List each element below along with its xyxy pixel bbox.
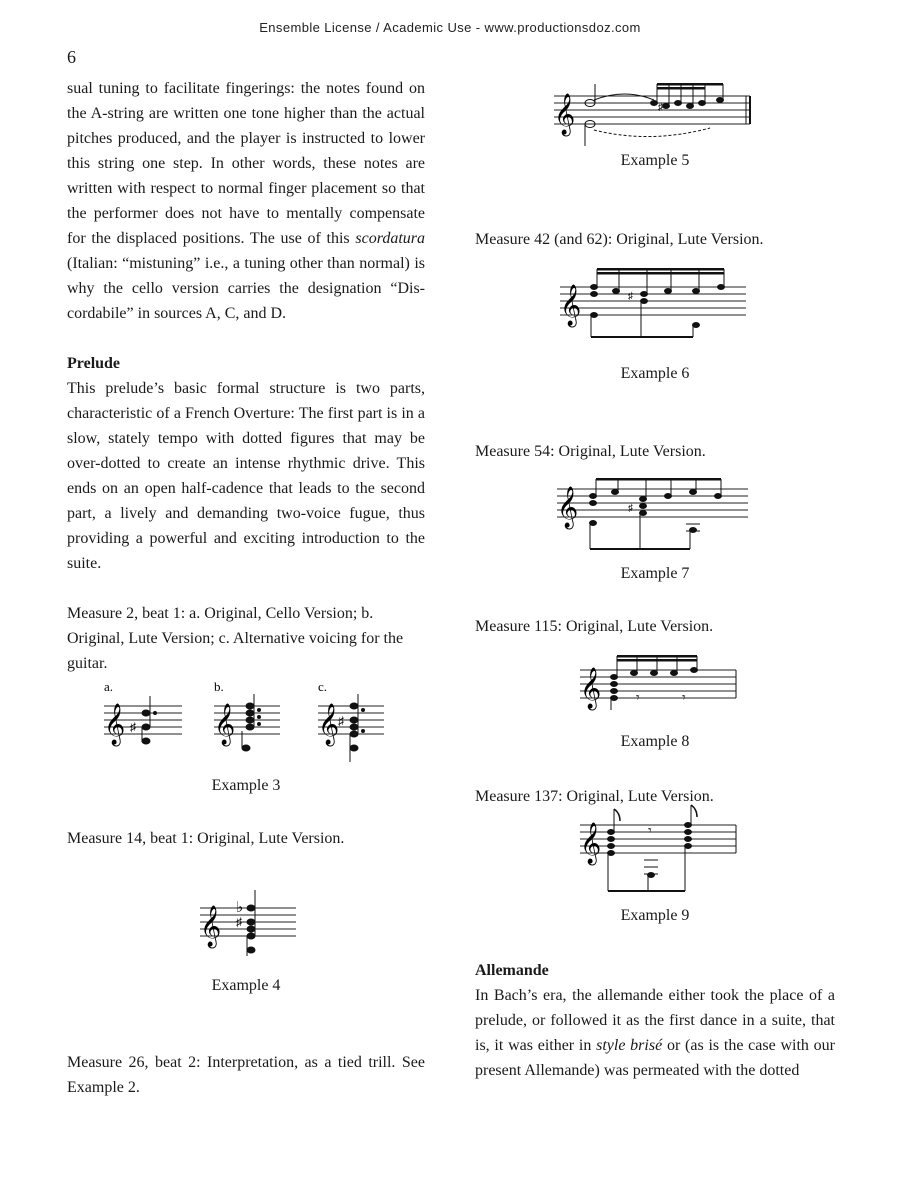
sharp-icon: ♯ <box>658 102 663 113</box>
treble-clef-icon: 𝄞 <box>557 487 579 527</box>
flat-icon: ♭ <box>236 900 244 916</box>
example-5-caption: Example 5 <box>620 152 690 169</box>
page-number: 6 <box>67 47 76 67</box>
treble-clef-icon: 𝄞 <box>554 94 576 134</box>
example-6-caption: Example 6 <box>620 365 690 382</box>
example-7-figure <box>553 475 758 555</box>
example-8-figure <box>576 652 741 714</box>
measure-54-text: Measure 54: Original, Lute Version. <box>475 443 706 460</box>
style-brise-term: style brisé <box>596 1037 663 1054</box>
ex3-label-b: b. <box>214 679 224 694</box>
measure-115-text: Measure 115: Original, Lute Version. <box>475 618 714 635</box>
measure-26-text: Measure 26, beat 2: Interpretation, as a tied trill. See Example 2. <box>67 1054 425 1096</box>
treble-clef-icon: 𝄞 <box>104 704 126 744</box>
prelude-heading: Prelude <box>67 355 121 372</box>
example-9-figure <box>576 803 741 898</box>
scordatura-paragraph: sual tuning to facilitate fingerings: the notes found on the A-string are written one tone higher than the actual pitches produced, and the player is instructed to lower this string one step. In other words, these notes are written with respect to normal finger placement so that the performer does not have to mentally compensate for the displaced positions. The use of this scordatura (Italian: “mistuning” i.e., a tuning other than normal) is why the cello version carries the designation “Dis-cordabile” in sources A, C, and D. <box>67 80 425 322</box>
scordatura-term: scordatura <box>355 230 425 247</box>
treble-clef-icon: 𝄞 <box>200 906 222 946</box>
example-4-figure <box>196 888 306 958</box>
allemande-paragraph: In Bach’s era, the allemande either took the place of a prelude, or followed it as the first dance in a suite, that is, it was either in style brisé or (as is the case with our present Allemande) was permeated with the dotted <box>475 987 835 1079</box>
treble-clef-icon: 𝄞 <box>560 285 582 325</box>
treble-clef-icon: 𝄞 <box>580 823 602 863</box>
sharp-icon: ♯ <box>130 720 136 734</box>
allemande-section <box>475 958 835 1083</box>
eighth-rest-icon: 𝄾 <box>636 691 640 706</box>
ex3-label-c: c. <box>318 679 328 694</box>
license-header: Ensemble License / Academic Use - www.productionsdoz.com <box>259 20 641 35</box>
sharp-icon: ♯ <box>338 714 344 728</box>
left-column <box>67 76 425 676</box>
prelude-paragraph: This prelude’s basic formal structure is two parts, characteristic of a French Overture: The first part is in a slow, stately tempo with dotted figures that may be over-dotted to create an intense rhythmic drive. This ends on an open half-cadence that leads to the second part, a lively and demanding two-voice fugue, thus providing a powerful and exciting introduction to the suite. <box>67 380 425 572</box>
example-8-caption: Example 8 <box>620 733 690 750</box>
treble-clef-icon: 𝄞 <box>214 704 236 744</box>
example-9-caption: Example 9 <box>620 907 690 924</box>
example-3-figure <box>100 676 400 776</box>
measure-137-text: Measure 137: Original, Lute Version. <box>475 788 714 805</box>
sharp-icon: ♯ <box>236 915 242 929</box>
eighth-rest-icon: 𝄾 <box>648 824 652 839</box>
treble-clef-icon: 𝄞 <box>580 668 602 708</box>
measure-14-text: Measure 14, beat 1: Original, Lute Version. <box>67 830 345 847</box>
treble-clef-icon: 𝄞 <box>318 704 340 744</box>
measure-2-text: Measure 2, beat 1: a. Original, Cello Version; b. Original, Lute Version; c. Alternative voicing for the guitar. <box>67 605 404 672</box>
sharp-icon: ♯ <box>628 503 633 514</box>
example-7-caption: Example 7 <box>620 565 690 582</box>
eighth-rest-icon: 𝄾 <box>682 691 686 706</box>
example-4-caption: Example 4 <box>211 977 281 994</box>
example-5-figure <box>550 82 760 152</box>
example-3-caption: Example 3 <box>211 777 281 794</box>
measure-42-text: Measure 42 (and 62): Original, Lute Version. <box>475 231 764 248</box>
example-6-figure <box>556 265 761 345</box>
allemande-heading: Allemande <box>475 962 549 979</box>
ex3-label-a: a. <box>104 679 114 694</box>
sharp-icon: ♯ <box>628 291 633 302</box>
